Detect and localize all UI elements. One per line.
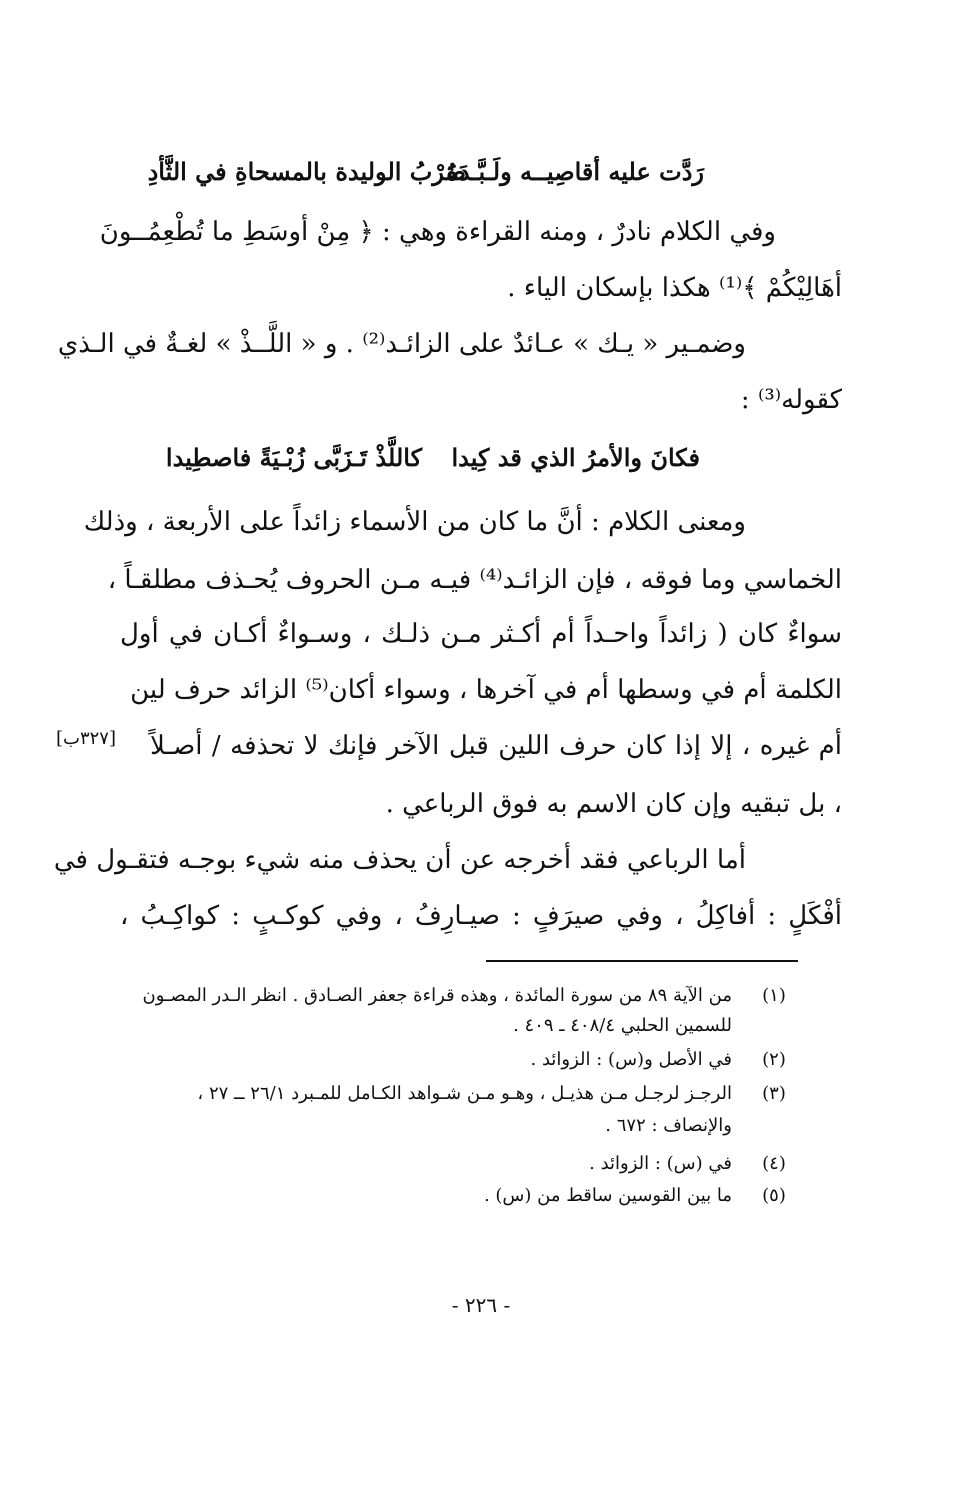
- footnote-text: والإنصاف : ٦٧٢ .: [605, 1115, 732, 1136]
- body-line: ومعنى الكلام : أنَّ ما كان من الأسماء زائداً على الأربعة ، وذلك: [83, 507, 746, 537]
- footnote-number: (٥): [762, 1185, 786, 1206]
- footnote-text: للسمين الحلبي ٤٠٨/٤ ـ ٤٠٩ .: [513, 1015, 732, 1036]
- footnote-number: (٢): [762, 1049, 786, 1070]
- body-line: ، بل تبقيه وإن كان الاسم به فوق الرباعي .: [385, 789, 842, 819]
- footnote-text: الرجـز لرجـل مـن هذيـل ، وهـو مـن شـواهد الكـامل للمـبرد ٢٦/١ ــ ٢٧ ،: [197, 1083, 732, 1104]
- manuscript-folio-reference: [٣٢٧ب]: [56, 728, 117, 749]
- footnote-separator: [486, 960, 798, 962]
- footnote-text: ما بين القوسين ساقط من (س) .: [483, 1185, 732, 1206]
- footnote-number: (١): [762, 985, 786, 1006]
- body-line: أهَالِيْكُمْ ﴾⁽¹⁾ هكذا بإسكان الياء .: [507, 273, 842, 303]
- body-line: أما الرباعي فقد أخرجه عن أن يحذف منه شيء بوجـه فتقـول في: [53, 845, 746, 875]
- verse1-right-hemistich: رَدَّت عليه أقاصِيــه ولَـبَّـدَهُ: [446, 157, 704, 186]
- footnote-text: في (س) : الزوائد .: [589, 1153, 732, 1174]
- body-line: أفْكَلٍ : أفاكِلُ ، وفي صيرَفٍ : صيـارِفُ ، وفي كوكـبٍ : كواكِـبُ ،: [120, 901, 842, 931]
- body-line: وضمـير « يـك » عـائدٌ على الزائـد⁽²⁾ . و « اللَّــذْ » لغـةٌ في الـذي: [57, 329, 746, 359]
- verse2-left-hemistich: كاللَّذْ تَـزَبَّى زُبْـيَةً فاصطِيدا: [165, 443, 422, 472]
- body-line: أم غيره ، إلا إذا كان حرف اللين قبل الآخر فإنك لا تحذفه / أصـلاً: [150, 731, 842, 761]
- body-line: الخماسي وما فوقه ، فإن الزائـد⁽⁴⁾ فيـه مـن الحروف يُحـذف مطلقـاً ،: [107, 565, 842, 595]
- footnote-text: من الآية ٨٩ من سورة المائدة ، وهذه قراءة جعفر الصـادق . انظر الـدر المصـون: [142, 985, 732, 1006]
- footnote-number: (٤): [762, 1153, 786, 1174]
- verse2-right-hemistich: فكانَ والأمرُ الذي قد كِيدا: [451, 443, 700, 472]
- footnote-text: في الأصل و(س) : الزوائد .: [530, 1049, 732, 1070]
- body-line: الكلمة أم في وسطها أم في آخرها ، وسواء أكان⁽⁵⁾ الزائد حرف لين: [130, 675, 842, 705]
- body-line: وفي الكلام نادرٌ ، ومنه القراءة وهي : ﴿ مِنْ أوسَطِ ما تُطْعِمُــونَ: [99, 217, 776, 247]
- verse1-left-hemistich: ضَرْبُ الوليدة بالمسحاةِ في الثَّأدِ: [147, 157, 466, 186]
- body-line: كقوله⁽³⁾ :: [740, 385, 842, 415]
- body-line: سواءٌ كان ( زائداً واحـداً أم أكـثر مـن ذلـك ، وسـواءٌ أكـان في أول: [120, 619, 842, 649]
- page-number: - ٢٢٦ -: [451, 1293, 511, 1317]
- footnote-number: (٣): [762, 1083, 786, 1104]
